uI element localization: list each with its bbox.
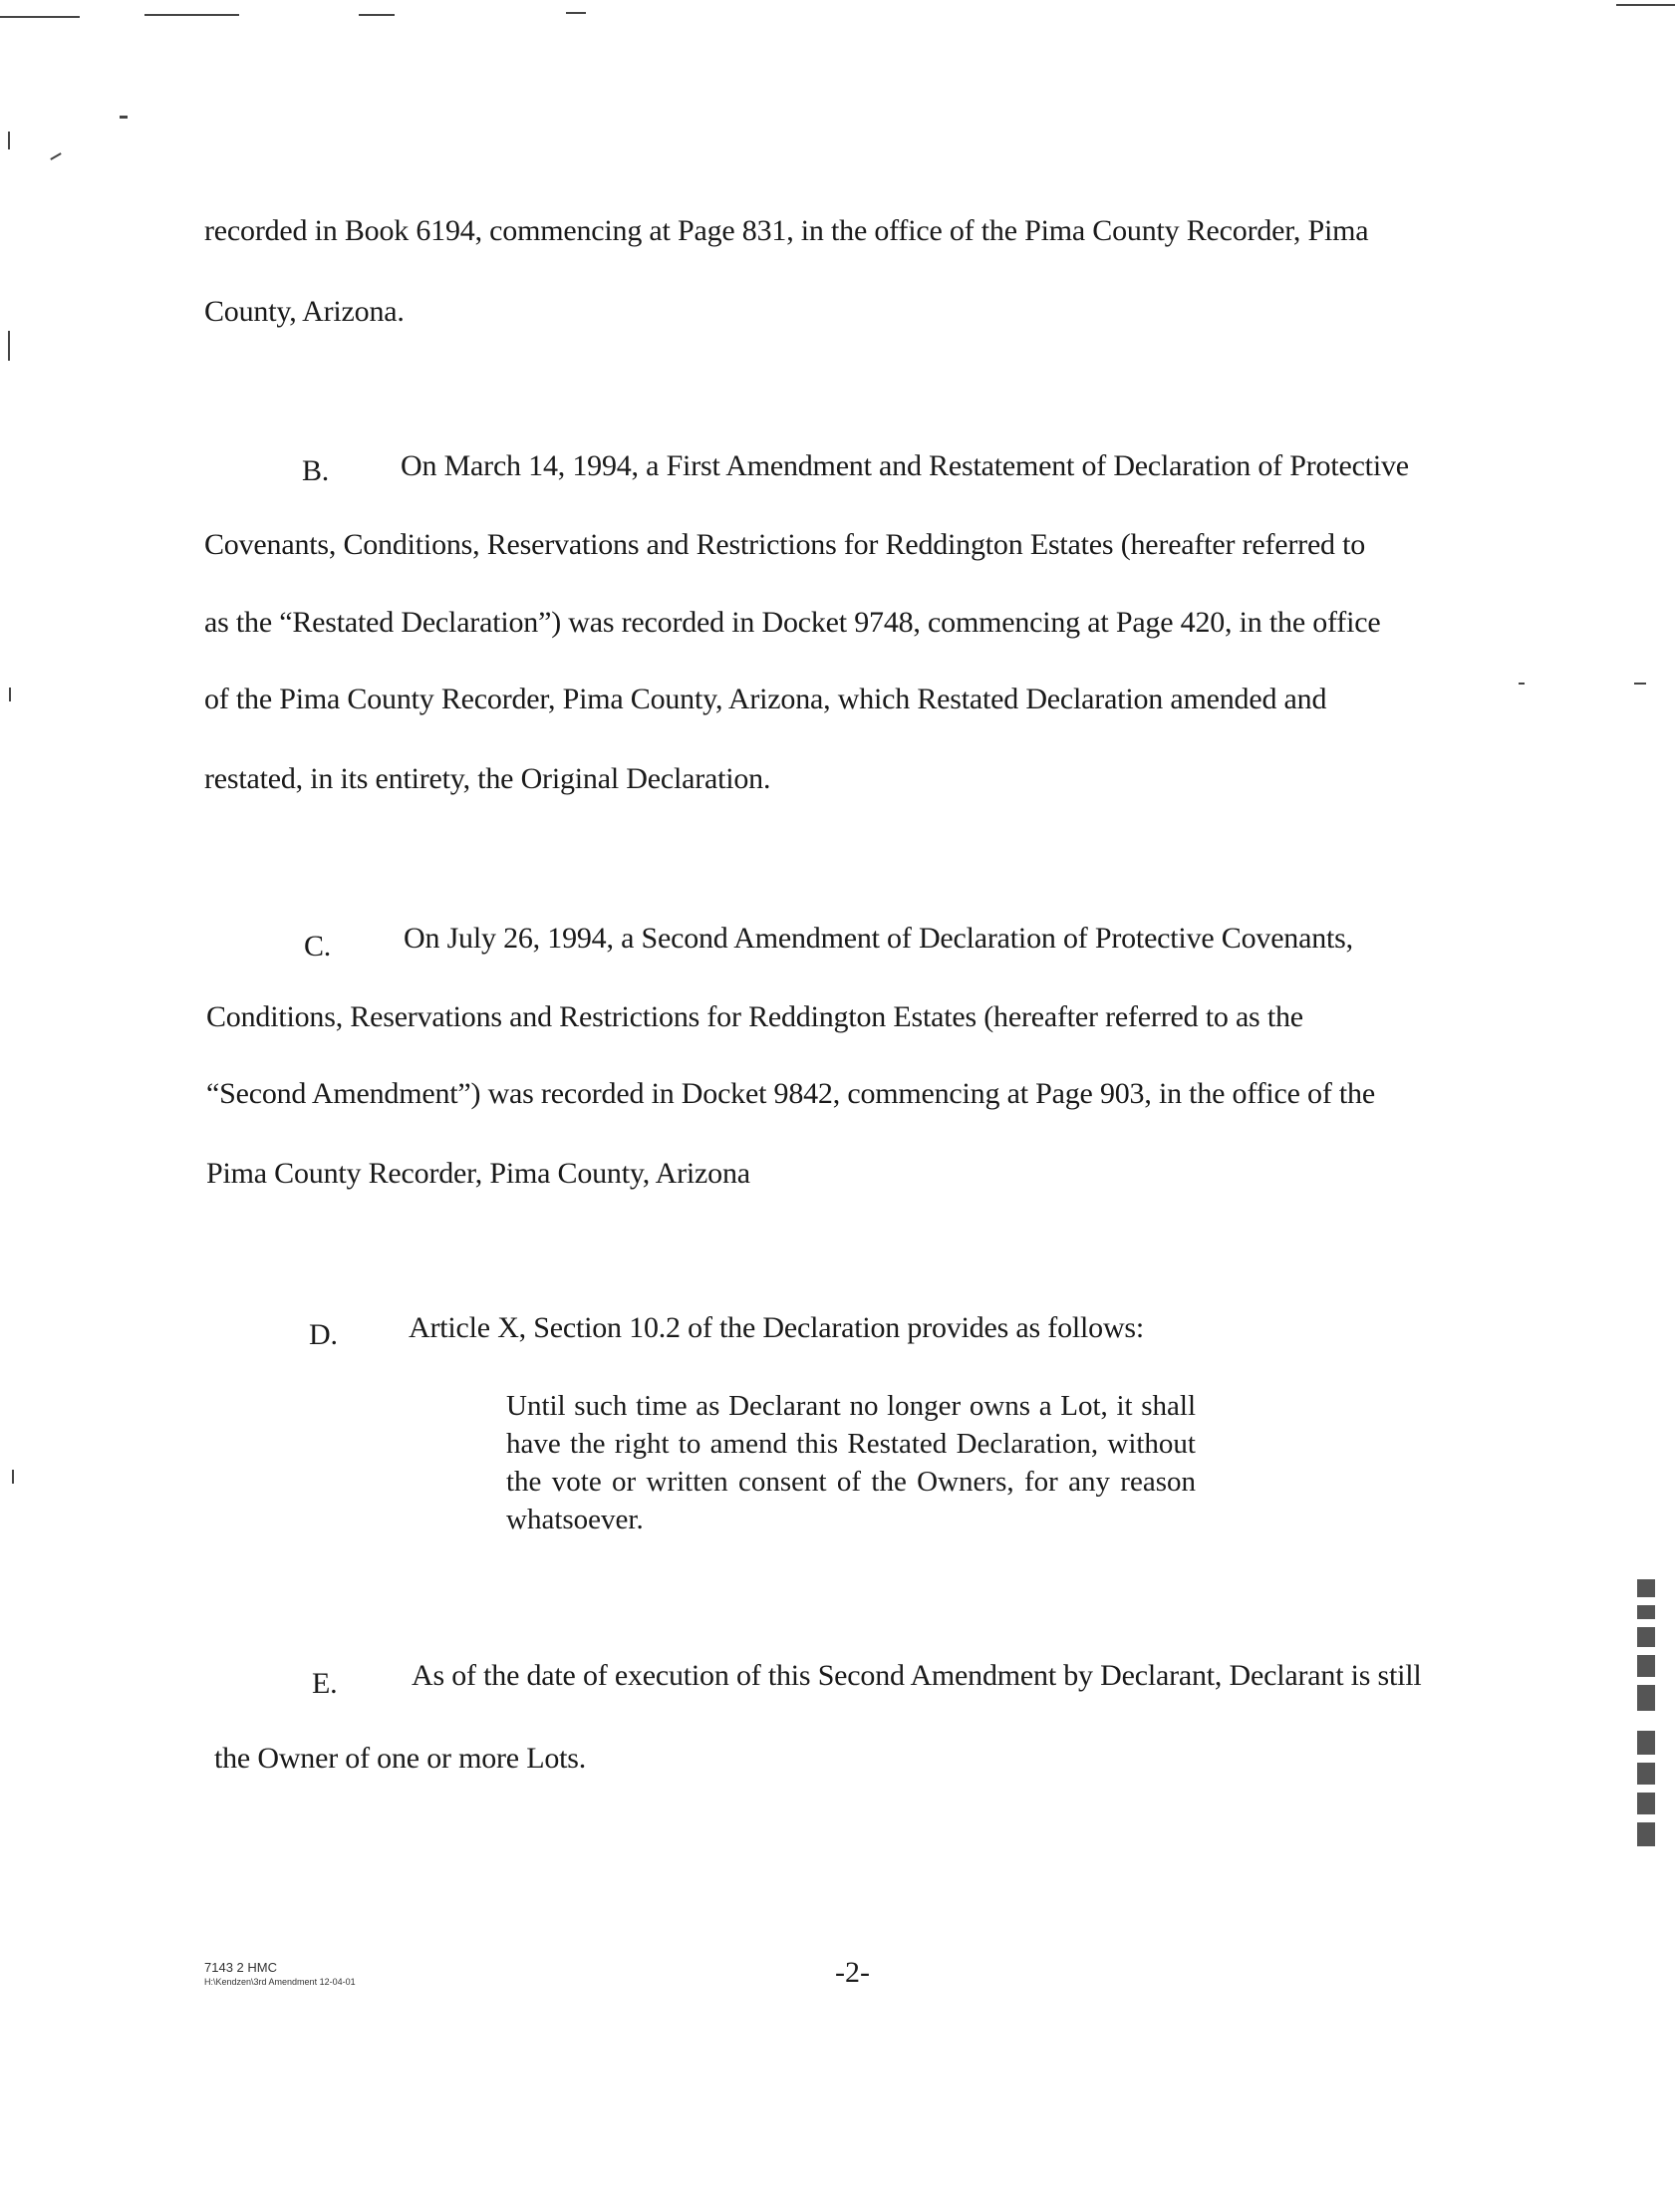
- para-a-line-1: recorded in Book 6194, commencing at Page 831, in the office of the Pima County Recorder, Pima: [204, 214, 1369, 247]
- para-e-line-1: As of the date of execution of this Second Amendment by Declarant, Declarant is still: [412, 1659, 1422, 1692]
- scan-artifact-left-5: [50, 152, 61, 160]
- para-c-line-2: Conditions, Reservations and Restrictions for Reddington Estates (hereafter referred to as the: [206, 1000, 1303, 1033]
- footer-doc-path: H:\Kendzen\3rd Amendment 12-04-01: [204, 1977, 356, 1987]
- para-c-line-1: On July 26, 1994, a Second Amendment of Declaration of Protective Covenants,: [404, 922, 1353, 955]
- scan-artifact-top-4: [566, 12, 586, 14]
- para-e-line-2: the Owner of one or more Lots.: [214, 1742, 587, 1775]
- para-d-block-quote: Until such time as Declarant no longer owns a Lot, it shall have the right to amend this Restated Declaration, without the vote or written consent of the Owners, for any reason whatsoever.: [506, 1390, 1196, 1535]
- recorder-stamp-image: [1626, 1579, 1666, 1918]
- para-c-line-3: “Second Amendment”) was recorded in Docket 9842, commencing at Page 903, in the office of the: [206, 1077, 1375, 1110]
- para-a-line-2: County, Arizona.: [204, 295, 405, 328]
- scan-artifact-top-5: [1616, 4, 1675, 6]
- para-b-line-3: as the “Restated Declaration”) was recorded in Docket 9748, commencing at Page 420, in the office: [204, 606, 1381, 639]
- scan-artifact-top-2: [144, 14, 239, 16]
- scan-artifact-top-1: [0, 16, 80, 18]
- para-b-letter: B.: [302, 454, 330, 487]
- para-b-line-2: Covenants, Conditions, Reservations and Restrictions for Reddington Estates (hereafter referred to: [204, 528, 1366, 561]
- para-e-letter: E.: [312, 1667, 338, 1700]
- para-d-line-1: Article X, Section 10.2 of the Declaration provides as follows:: [409, 1311, 1145, 1344]
- para-b-line-5: restated, in its entirety, the Original Declaration.: [204, 762, 771, 795]
- scan-artifact-left-1: [8, 132, 10, 149]
- para-b-line-4: of the Pima County Recorder, Pima County, Arizona, which Restated Declaration amended and: [204, 683, 1327, 715]
- page-number: -2-: [835, 1956, 870, 1989]
- scan-artifact-left-4: [12, 1470, 14, 1484]
- para-d-letter: D.: [309, 1318, 338, 1351]
- scan-artifact-top-3: [359, 14, 395, 16]
- scan-artifact-left-3: [9, 688, 11, 701]
- footer-doc-code: 7143 2 HMC: [204, 1960, 277, 1975]
- para-c-line-4: Pima County Recorder, Pima County, Arizona: [206, 1157, 750, 1190]
- scan-artifact-left-6: [120, 116, 128, 119]
- scan-artifact-right-2: [1519, 683, 1525, 685]
- para-b-line-1: On March 14, 1994, a First Amendment and Restatement of Declaration of Protective: [401, 449, 1409, 482]
- scan-artifact-right-1: [1634, 683, 1646, 685]
- para-c-letter: C.: [304, 930, 332, 963]
- footer-document-code: [204, 1961, 356, 1989]
- scan-artifact-left-2: [8, 331, 10, 361]
